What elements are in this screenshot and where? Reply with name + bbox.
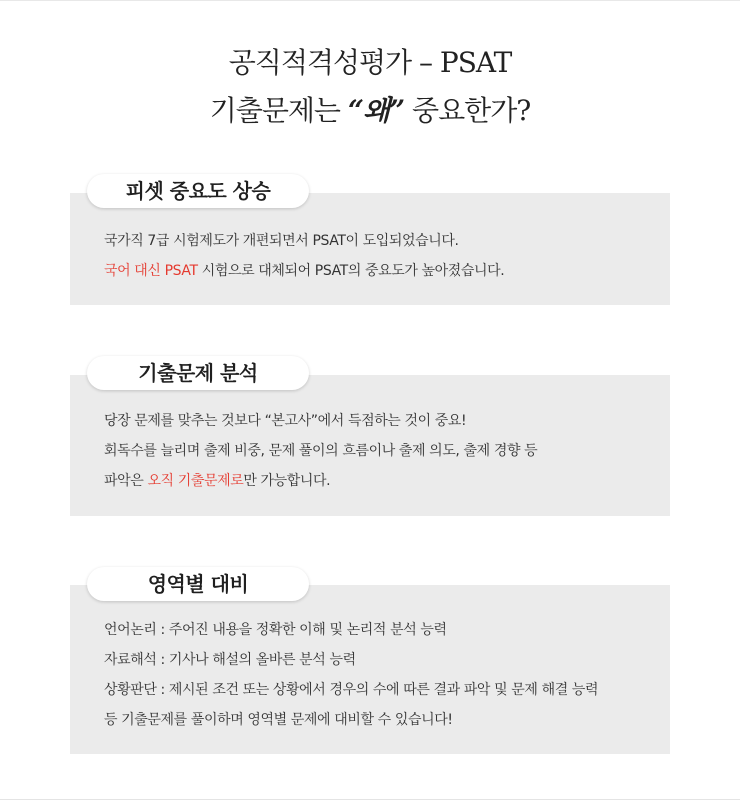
section-card-analysis: [70, 375, 670, 516]
header-line2-prefix: 기출문제는: [209, 94, 348, 127]
section-text-line: 회독수를 늘리며 출제 비중, 문제 풀이의 흐름이나 출제 의도, 출제 경향 등: [104, 443, 538, 459]
section-body: [104, 615, 650, 735]
section-body: [104, 226, 650, 286]
section-text-line: 언어논리 : 주어진 내용을 정확한 이해 및 논리적 분석 능력: [104, 622, 447, 638]
section-text-line: [104, 466, 650, 496]
highlight-text: 오직 기출문제로: [147, 473, 244, 489]
section-text-line: 자료해석 : 기사나 해설의 올바른 분석 능력: [104, 652, 356, 668]
section-title-areas: 영역별 대비: [87, 567, 309, 601]
section-text-line: 등 기출문제를 풀이하며 영역별 문제에 대비할 수 있습니다!: [104, 712, 453, 728]
section-body: [104, 406, 650, 496]
section-card-importance: [70, 193, 670, 305]
page-header: [0, 39, 740, 135]
section-text-line: 국가직 7급 시험제도가 개편되면서 PSAT이 도입되었습니다.: [104, 233, 459, 249]
header-title-line1: 공직적격성평가 – PSAT: [228, 46, 512, 79]
section-text: 시험으로 대체되어 PSAT의 중요도가 높아졌습니다.: [197, 263, 505, 279]
section-title-importance: 피셋 중요도 상승: [87, 174, 309, 208]
section-text-line: 당장 문제를 맞추는 것보다 “본고사”에서 득점하는 것이 중요!: [104, 413, 467, 429]
header-line2-suffix: 중요한가?: [404, 94, 531, 127]
section-card-areas: [70, 585, 670, 754]
section-text-line: [104, 256, 650, 286]
section-text: 만 가능합니다.: [243, 473, 331, 489]
section-title-analysis: 기출문제 분석: [87, 356, 309, 390]
header-quote: “왜”: [347, 94, 405, 127]
section-text-line: 상황판단 : 제시된 조건 또는 상황에서 경우의 수에 따른 결과 파악 및 문제 해결 능력: [104, 682, 599, 698]
highlight-text: 국어 대신 PSAT: [104, 263, 198, 279]
header-title-line2: [0, 87, 740, 135]
section-text: 파악은: [104, 473, 148, 489]
